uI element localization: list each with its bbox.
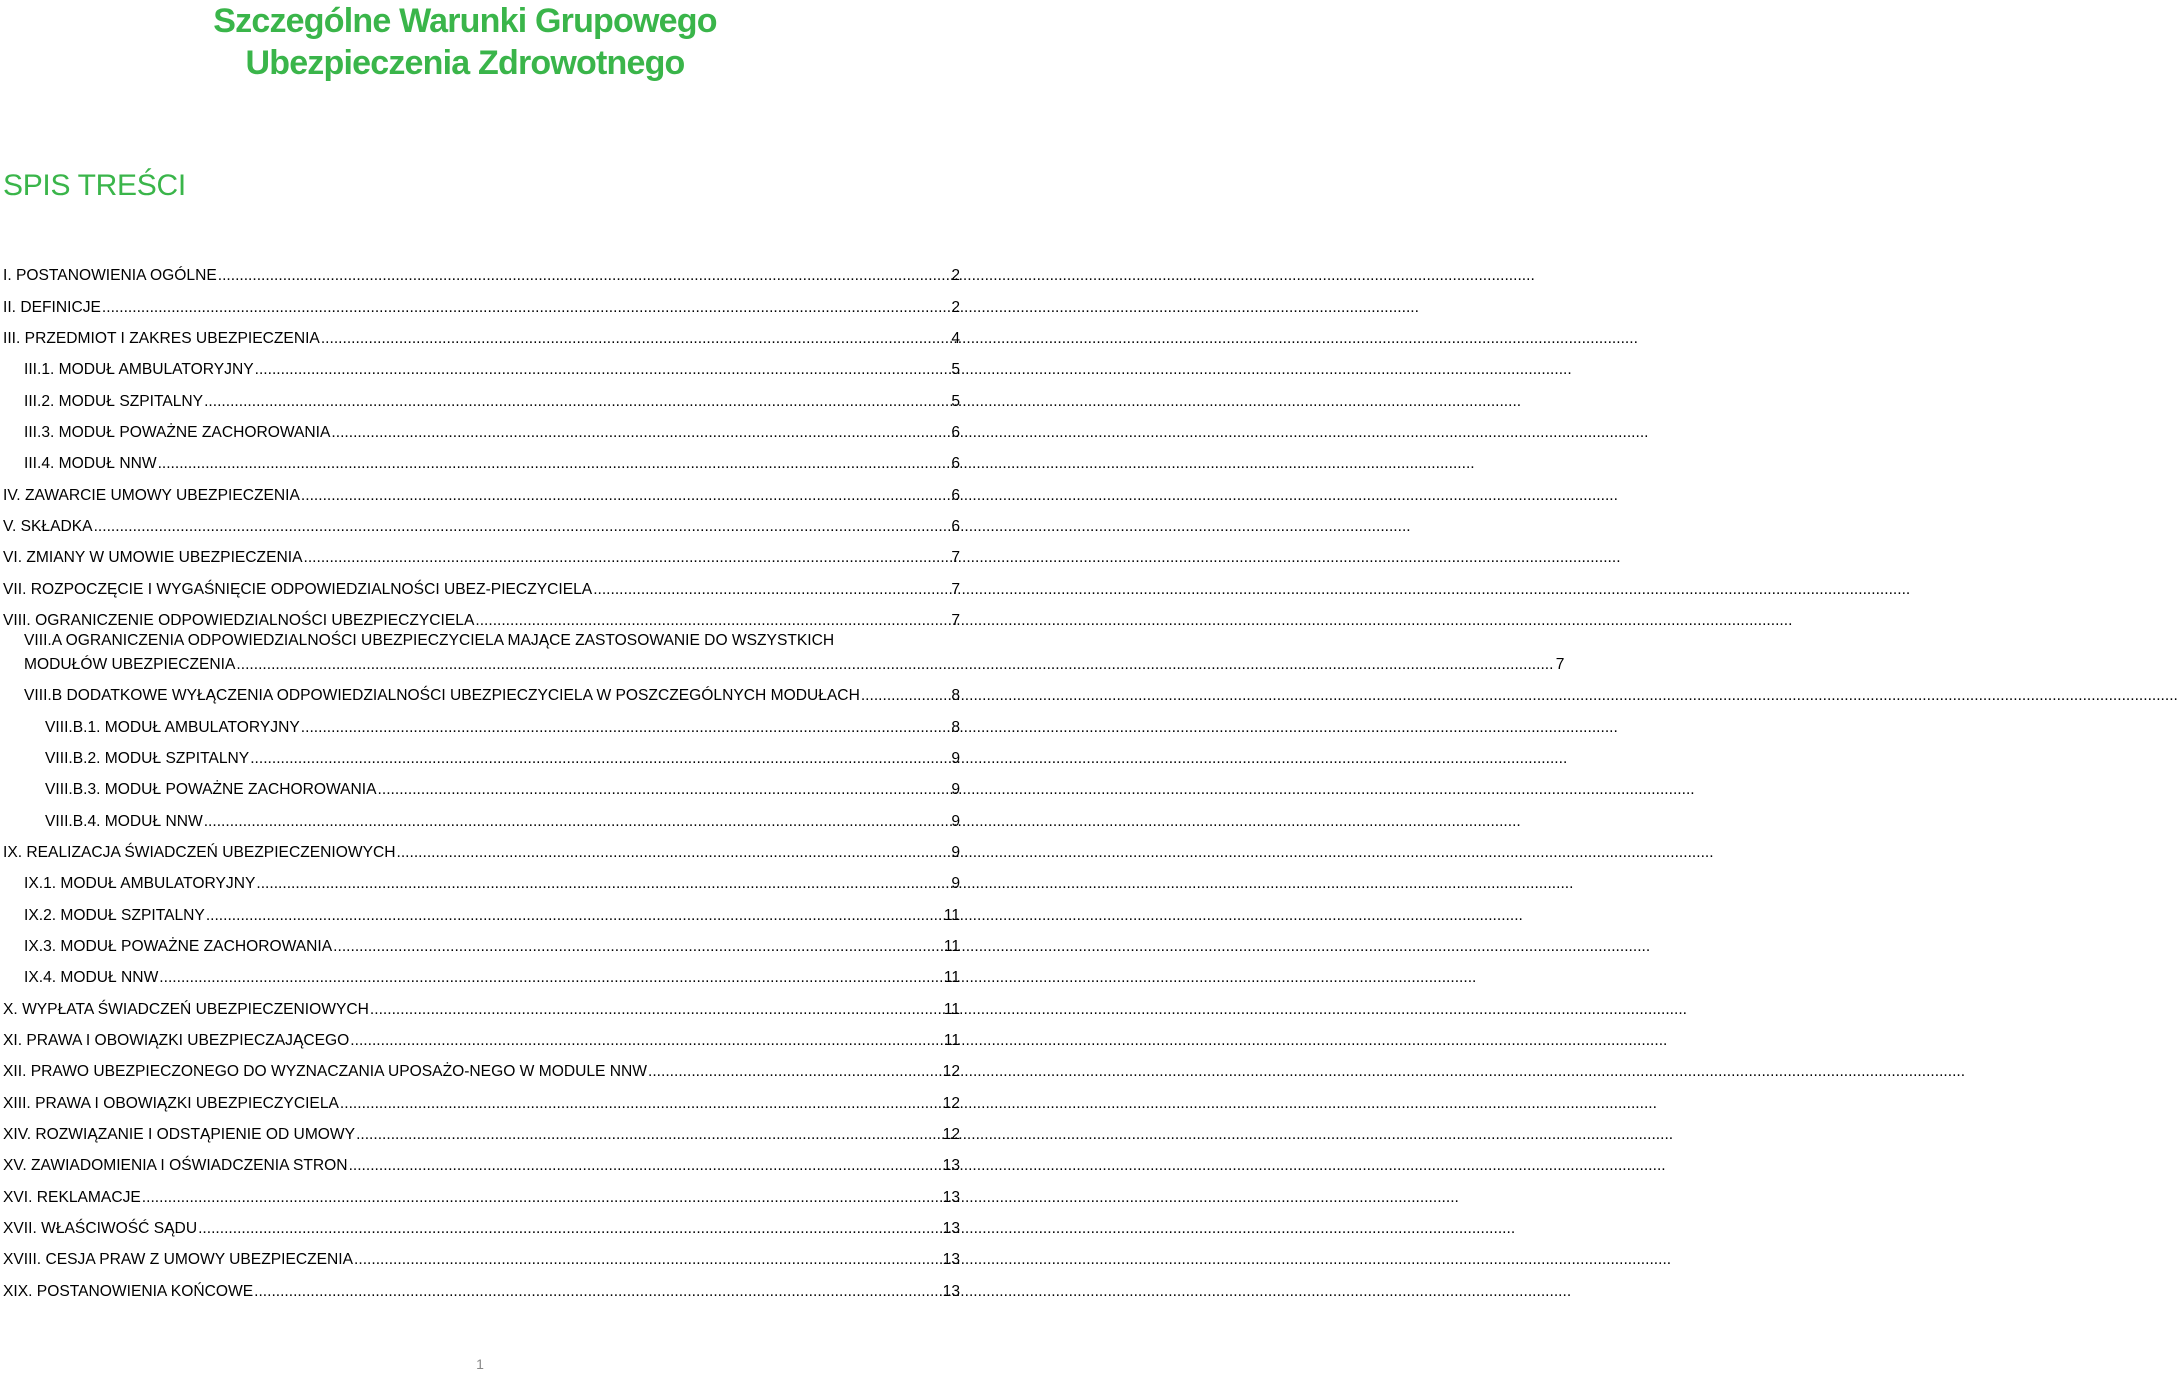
toc-entry-label: VI. ZMIANY W UMOWIE UBEZPIECZENIA [3, 549, 303, 567]
toc-entry-page: 2 [951, 298, 960, 316]
toc-entry-page: 6 [951, 486, 960, 504]
toc-entry-label: III. PRZEDMIOT I ZAKRES UBEZPIECZENIA [3, 329, 320, 347]
toc-entry-prawa-ubezpieczajacego[interactable] [0, 1019, 960, 1050]
toc-entry-multiline [24, 632, 1564, 674]
toc-entry-page: 7 [951, 580, 960, 598]
toc-entry-label: XIII. PRAWA I OBOWIĄZKI UBEZPIECZYCIELA [3, 1094, 339, 1112]
toc-entry-label: III.4. MODUŁ NNW [24, 455, 157, 473]
toc-entry-page: 9 [951, 812, 960, 830]
document-title-line2: Ubezpieczenia Zdrowotnego [245, 44, 685, 82]
toc-entry-viiib-dodatkowe-wylaczenia[interactable] [0, 674, 960, 705]
toc-entry-page: 7 [951, 549, 960, 567]
toc-leader-dots [102, 299, 949, 317]
toc-leader-dots [303, 549, 949, 567]
toc-entry-page: 13 [942, 1282, 960, 1300]
toc-leader-dots [301, 719, 949, 737]
toc-entry-label: VIII.B.3. MODUŁ POWAŻNE ZACHOROWANIA [45, 781, 377, 799]
toc-entry-rozwiazanie-umowy[interactable] [0, 1113, 960, 1144]
toc-entry-prawo-wyznaczania-uposazonego[interactable] [0, 1050, 960, 1081]
toc-entry-page: 12 [942, 1094, 960, 1112]
toc-entry-skladka[interactable] [0, 505, 960, 536]
toc-leader-dots [204, 813, 949, 831]
toc-entry-label: IV. ZAWARCIE UMOWY UBEZPIECZENIA [3, 486, 300, 504]
toc-leader-dots [593, 581, 949, 599]
toc-entry-label-line2: MODUŁÓW UBEZPIECZENIA [24, 655, 236, 673]
toc-entry-page: 7 [951, 611, 960, 629]
toc-entry-label: XV. ZAWIADOMIENIA I OŚWIADCZENIA STRON [3, 1157, 348, 1175]
toc-entry-przedmiot-i-zakres[interactable] [0, 317, 960, 348]
toc-entry-viiib3-powazne-zachorowania[interactable] [0, 768, 960, 799]
toc-leader-dots [648, 1063, 942, 1081]
toc-entry-page: 13 [942, 1188, 960, 1206]
toc-entry-ix1-ambulatoryjny[interactable] [0, 862, 960, 893]
toc-entry-page: 11 [943, 1031, 960, 1049]
toc-entry-postanowienia-koncowe[interactable] [0, 1269, 960, 1300]
toc-leader-dots [256, 875, 949, 893]
toc-leader-dots [254, 1283, 942, 1301]
toc-entry-label: VIII.B.2. MODUŁ SZPITALNY [45, 749, 250, 767]
toc-leader-dots [331, 424, 949, 442]
toc-leader-dots [350, 1032, 943, 1050]
toc-leader-dots [204, 393, 949, 411]
toc-leader-dots [340, 1095, 942, 1113]
toc-entry-page: 5 [951, 361, 960, 379]
toc-entry-label: IX.2. MODUŁ SZPITALNY [24, 906, 205, 924]
toc-leader-dots [349, 1157, 942, 1175]
toc-entry-viiia-ograniczenia[interactable] [0, 630, 1565, 674]
toc-leader-dots [198, 1220, 942, 1238]
toc-entry-page: 6 [951, 455, 960, 473]
toc-entry-zawiadomienia[interactable] [0, 1144, 960, 1175]
toc-entry-page: 8 [951, 718, 960, 736]
toc-leader-dots [354, 1251, 942, 1269]
toc-entry-page: 4 [951, 329, 960, 347]
toc-entry-page: 11 [943, 937, 960, 955]
toc-entry-label: III.3. MODUŁ POWAŻNE ZACHOROWANIA [24, 423, 331, 441]
toc-entry-label: I. POSTANOWIENIA OGÓLNE [3, 267, 217, 285]
document-title [0, 0, 930, 84]
toc-entry-page: 9 [951, 749, 960, 767]
toc-entry-label: VII. ROZPOCZĘCIE I WYGAŚNIĘCIE ODPOWIEDZIALNOŚCI UBEZ-PIECZYCIELA [3, 580, 593, 598]
toc-entry-label: II. DEFINICJE [3, 298, 101, 316]
toc-entry-label: XIX. POSTANOWIENIA KOŃCOWE [3, 1282, 254, 1300]
toc-entry-label: XVI. REKLAMACJE [3, 1188, 141, 1206]
toc-entry-prawa-ubezpieczyciela[interactable] [0, 1081, 960, 1112]
toc-leader-dots [206, 907, 943, 925]
toc-entry-label: XI. PRAWA I OBOWIĄZKI UBEZPIECZAJĄCEGO [3, 1031, 350, 1049]
page-number: 1 [476, 1356, 484, 1372]
toc-entry-label: VIII.B DODATKOWE WYŁĄCZENIA ODPOWIEDZIALNOŚCI UBEZPIECZYCIELA W POSZCZEGÓLNYCH MODUŁACH [24, 687, 860, 705]
toc-entry-label: X. WYPŁATA ŚWIADCZEŃ UBEZPIECZENIOWYCH [3, 1000, 369, 1018]
toc-entry-rozpoczecie-i-wygasniecie[interactable] [0, 567, 960, 598]
toc-entry-page: 9 [951, 875, 960, 893]
toc-leader-dots [356, 1126, 942, 1144]
toc-entry-page: 2 [951, 267, 960, 285]
toc-leader-dots [255, 361, 949, 379]
toc-leader-dots [321, 330, 949, 348]
toc-entry-wlasciwosc-sadu[interactable] [0, 1207, 960, 1238]
toc-heading: SPIS TREŚCI [3, 169, 186, 202]
toc-leader-dots [94, 518, 949, 536]
document-title-line1: Szczególne Warunki Grupowego [213, 2, 717, 40]
toc-entry-page: 5 [951, 392, 960, 410]
toc-leader-dots [861, 687, 949, 705]
toc-entry-page: 6 [951, 517, 960, 535]
toc-leader-dots [250, 750, 949, 768]
toc-entry-realizacja-swiadczen[interactable] [0, 831, 960, 862]
toc-entry-reklamacje[interactable] [0, 1175, 960, 1206]
toc-entry-ix3-powazne-zachorowania[interactable] [0, 925, 960, 956]
toc-entry-page: 11 [943, 906, 960, 924]
toc-entry-label: V. SKŁADKA [3, 517, 93, 535]
toc-entry-wyplata-swiadczen[interactable] [0, 987, 960, 1018]
toc-entry-second-line [24, 656, 1564, 674]
toc-entry-label: XIV. ROZWIĄZANIE I ODSTĄPIENIE OD UMOWY [3, 1125, 356, 1143]
toc-entry-label: VIII. OGRANICZENIE ODPOWIEDZIALNOŚCI UBEZPIECZYCIELA [3, 611, 475, 629]
toc-leader-dots [236, 656, 1553, 674]
toc-entry-zawarcie-umowy[interactable] [0, 473, 960, 504]
toc-leader-dots [370, 1001, 943, 1019]
toc-leader-dots [158, 455, 949, 473]
toc-entry-label: IX. REALIZACJA ŚWIADCZEŃ UBEZPIECZENIOWYCH [3, 843, 396, 861]
toc-entry-page: 9 [951, 781, 960, 799]
toc-entry-label: III.2. MODUŁ SZPITALNY [24, 392, 204, 410]
toc-entry-zmiany-w-umowie[interactable] [0, 536, 960, 567]
toc-entry-label-line1: VIII.A OGRANICZENIA ODPOWIEDZIALNOŚCI UBEZPIECZYCIELA MAJĄCE ZASTOSOWANIE DO WSZYSTKICH [24, 631, 835, 649]
toc-leader-dots [397, 844, 950, 862]
toc-entry-page: 6 [951, 423, 960, 441]
table-of-contents [0, 254, 1565, 1301]
toc-entry-ograniczenie-odpowiedzialnosci[interactable] [0, 599, 960, 630]
toc-entry-label: XVIII. CESJA PRAW Z UMOWY UBEZPIECZENIA [3, 1251, 354, 1269]
toc-entry-label: III.1. MODUŁ AMBULATORYJNY [24, 361, 254, 379]
toc-entry-page: 12 [942, 1125, 960, 1143]
toc-entry-label: XVII. WŁAŚCIWOŚĆ SĄDU [3, 1219, 198, 1237]
toc-leader-dots [475, 612, 949, 630]
toc-entry-cesja-praw[interactable] [0, 1238, 960, 1269]
toc-entry-viiib4-nnw[interactable] [0, 799, 960, 830]
toc-entry-viiib1-ambulatoryjny[interactable] [0, 705, 960, 736]
toc-entry-page: 13 [942, 1251, 960, 1269]
toc-entry-postanowienia-ogolne[interactable] [0, 254, 960, 285]
toc-entry-page: 9 [951, 843, 960, 861]
toc-entry-page: 11 [943, 1000, 960, 1018]
toc-entry-label: IX.4. MODUŁ NNW [24, 969, 159, 987]
toc-entry-page: 13 [942, 1219, 960, 1237]
toc-entry-page: 12 [942, 1063, 960, 1081]
toc-entry-page: 8 [951, 687, 960, 705]
toc-entry-ix2-szpitalny[interactable] [0, 893, 960, 924]
toc-entry-label: VIII.B.4. MODUŁ NNW [45, 812, 203, 830]
toc-entry-page: 7 [1555, 655, 1565, 673]
toc-entry-page: 13 [942, 1157, 960, 1175]
toc-leader-dots [333, 938, 943, 956]
toc-entry-iii1-ambulatoryjny[interactable] [0, 348, 960, 379]
toc-entry-ix4-nnw[interactable] [0, 956, 960, 987]
toc-entry-label: VIII.B.1. MODUŁ AMBULATORYJNY [45, 718, 300, 736]
toc-entry-iii3-powazne-zachorowania[interactable] [0, 411, 960, 442]
toc-leader-dots [218, 267, 949, 285]
toc-entry-label: IX.1. MODUŁ AMBULATORYJNY [24, 875, 256, 893]
toc-entry-viiib2-szpitalny[interactable] [0, 737, 960, 768]
toc-entry-label: XII. PRAWO UBEZPIECZONEGO DO WYZNACZANIA UPOSAŻO-NEGO W MODULE NNW [3, 1063, 648, 1081]
toc-entry-page: 11 [943, 969, 960, 987]
toc-entry-definicje[interactable] [0, 285, 960, 316]
toc-leader-dots [378, 781, 949, 799]
toc-leader-dots [159, 969, 943, 987]
toc-entry-iii2-szpitalny[interactable] [0, 379, 960, 410]
toc-leader-dots [142, 1189, 942, 1207]
toc-entry-iii4-nnw[interactable] [0, 442, 960, 473]
toc-entry-label: IX.3. MODUŁ POWAŻNE ZACHOROWANIA [24, 937, 333, 955]
toc-leader-dots [301, 487, 949, 505]
